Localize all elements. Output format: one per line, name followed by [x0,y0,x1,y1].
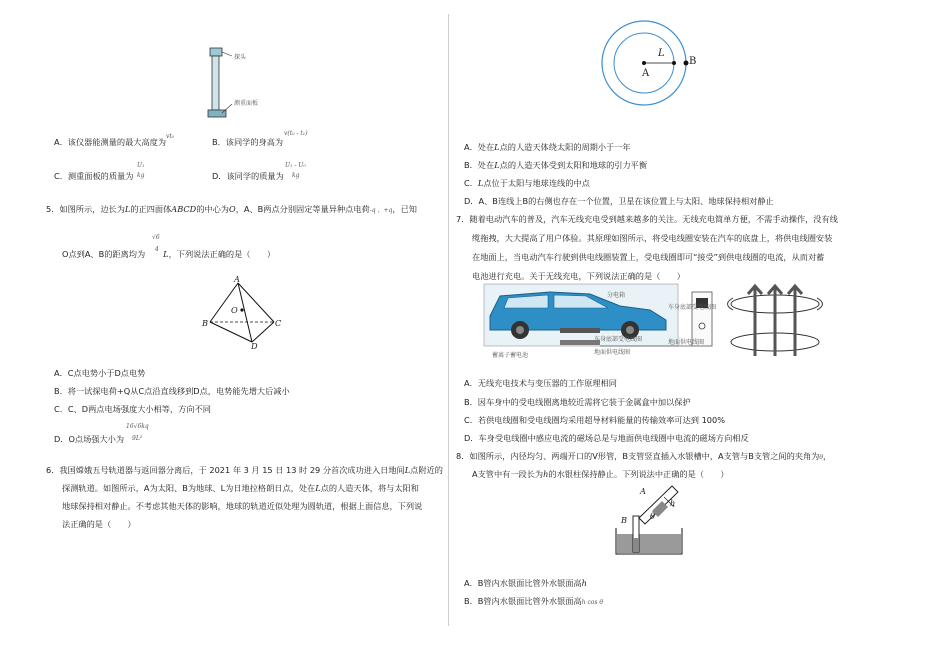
probe-label: 探头 [234,54,247,61]
q7-stem-line1: 7．随着电动汽车的普及，汽车无线充电受到越来越多的关注。无线充电简单方便，不需手动操作，没有线 [456,214,838,224]
q5-stem-line2: O点到A、B的距离均为 L，下列说法正确的是（ ） [62,249,276,259]
tetra-label-d: D [251,341,258,351]
q5-option-d-num: 16√6kq [126,423,149,430]
q6-option-a: A．处在L点的人造天体绕太阳的周期小于一年 [464,142,631,152]
orbit-label-l: L [658,48,665,59]
tetra-label-o: O [231,305,238,315]
q6-stem-line1: 6．我国嫦娥五号轨道器与返回器分离后，于 2021 年 3 月 15 日 13 时 29 分首次成功进入日地间L点附近的 [46,465,443,475]
q7-option-c: C．若供电线圈和受电线圈均采用超导材料能量的传输效率可达到 100% [464,415,725,425]
q5-option-a: A．C点电势小于D点电势 [54,368,146,378]
vtube-label-theta: θ [650,511,655,521]
q7-option-b: B．因车身中的受电线圈离地较近需将它装于金属盒中加以保护 [464,397,691,407]
q5-option-c: C．C、D两点电场强度大小相等，方向不同 [54,404,211,414]
orbit-label-a: A [642,68,650,79]
q8-stem-line1: 8．如图所示，内径均匀、两端开口的V形管，B支管竖直插入水银槽中，A支管与B支管之间的夹角为θ， [456,451,832,461]
q4-option-c: C．测重面板的质量为 [54,171,134,181]
vtube-label-h: h [670,498,676,508]
q4-option-b-formula: v(t₀ - t₁) [284,130,308,137]
q6-stem-line3: 地球保持相对静止。不考虑其他天体的影响，地球的轨道近似处理为圆轨道，根据上面信息，下列说 [62,501,423,511]
wireless-charging-figure [480,282,820,362]
label-battery: 蓄离子蓄电池 [492,352,529,359]
q7-option-a: A．无线充电技术与变压器的工作原理相同 [464,378,617,388]
right-column [456,0,950,672]
orbit-figure [598,16,708,126]
q4-option-d-den: kg [292,172,300,179]
q4-option-d-num: U₁ - U₀ [285,162,306,169]
q7-option-d: D．车身受电线圈中感应电流的磁场总是与地面供电线圈中电流的磁场方向相反 [464,433,749,443]
label-ground-coil: 地面供电线圈 [594,349,631,356]
left-column [0,0,470,672]
q7-stem-line2: 缆拖拽，大大提高了用户体验。其原理如图所示，将受电线圈安装在汽车的底盘上，将供电线圈安装 [472,233,833,243]
q8-option-b: B．B管内水银面比管外水银面高h cos θ [464,596,604,606]
panel-label: 测重面板 [234,100,259,107]
vtube-label-a: A [640,486,646,496]
q7-stem-line3: 在地面上，当电动汽车行驶到供电线圈装置上，受电线圈即可“接受”到供电线圈的电流，从而对蓄 [472,252,825,262]
q6-stem-line2: 探测轨道。如图所示，A为太阳、B为地球、L为日地拉格朗日点，处在L点的人造天体，将与太阳和 [62,483,419,493]
q6-option-b: B．处在L点的人造天体受到太阳和地球的引力平衡 [464,160,648,170]
tetra-label-c: C [275,318,282,328]
q8-stem-line2: A支管中有一段长为h的水银柱保持静止。下列说法中正确的是（ ） [472,469,729,479]
q4-option-b: B．该同学的身高为 [212,137,284,147]
orbit-label-b: B [689,56,697,67]
label-car-coil-right: 车身底部受电线圈 [668,304,717,311]
tetra-label-b: B [202,318,209,328]
q4-option-a: A．该仪器能测量的最大高度为 [54,137,167,147]
vtube-label-b: B [621,515,628,525]
q4-option-c-num: U₁ [137,162,145,169]
q7-stem-line4: 电池进行充电。关于无线充电，下列说法正确的是（ ） [472,271,685,281]
q5-distance-den: 4 [155,246,159,253]
q6-option-d: D．A、B连线上B的右侧也存在一个位置，卫星在该位置上与太阳、地球保持相对静止 [464,196,774,206]
q6-stem-line4: 法正确的是（ ） [62,519,136,529]
q8-option-a: A．B管内水银面比管外水银面高h [464,578,587,588]
q5-option-d: D．O点场强大小为 [54,434,125,444]
tetrahedron-figure [200,275,290,355]
label-distributor: 分电箱 [607,292,626,299]
q5-option-d-den: 9L² [132,435,143,442]
label-ground-coil-right: 地面供电线圈 [668,339,705,346]
q5-stem-line1: 5．如图所示，边长为L的正四面体ABCD的中心为O，A、B两点分别固定等量异种点电荷-q 、+q，已知 [46,204,417,214]
tetra-label-a: A [234,274,240,284]
label-car-coil: 车身底部受电线圈 [594,336,643,343]
q4-option-c-den: kg [137,172,145,179]
q5-distance-num: √6 [152,234,160,241]
q4-option-a-formula: vt₀ [166,133,175,140]
q4-option-d: D．该同学的质量为 [212,171,284,181]
q5-option-b: B．将一试探电荷+Q从C点沿直线移到D点，电势能先增大后减小 [54,386,290,396]
q6-option-c: C．L点位于太阳与地球连线的中点 [464,178,590,188]
